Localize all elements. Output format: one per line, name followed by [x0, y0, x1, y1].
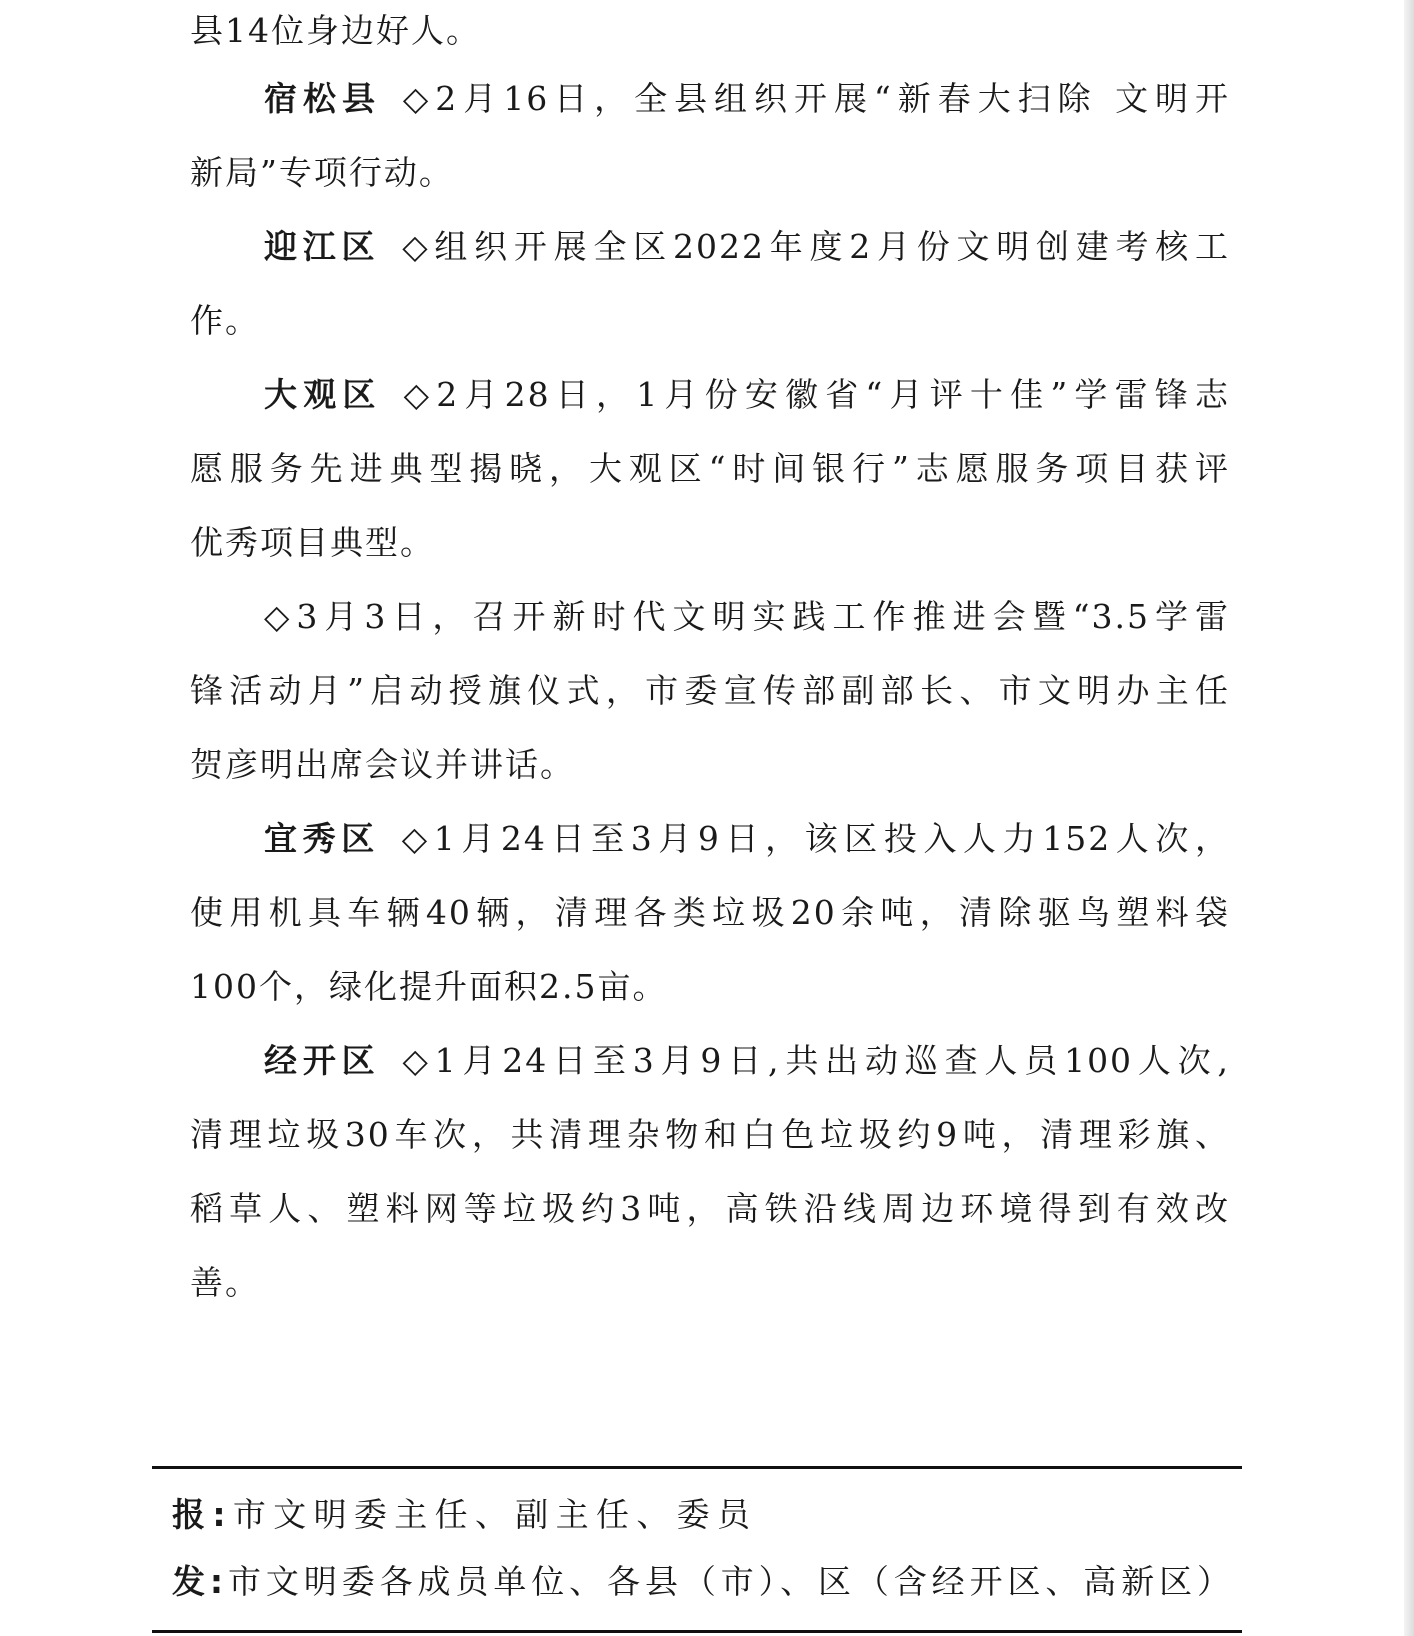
entry-text: ◇2月16日，全县组织开展“新春大扫除 文明开 [402, 79, 1230, 118]
entry-susong [190, 62, 1230, 136]
entry-text: ◇1月24日至3月9日,共出动巡查人员100人次, [402, 1041, 1230, 1080]
entry-text: ◇组织开展全区2022年度2月份文明创建考核工 [402, 227, 1230, 266]
text-line: 稻草人、塑料网等垃圾约3吨，高铁沿线周边环境得到有效改 [190, 1189, 1230, 1228]
entry-text: ◇1月24日至3月9日，该区投入人力152人次， [401, 819, 1230, 858]
send-label: 发: [172, 1562, 226, 1601]
entry-heading: 宿松县 [264, 79, 381, 118]
text-line: 善。 [190, 1263, 260, 1302]
text-line: 优秀项目典型。 [190, 523, 435, 562]
report-text: 市文明委主任、副主任、委员 [227, 1495, 753, 1534]
entry-heading: 迎江区 [264, 227, 381, 266]
footer-report-row [172, 1482, 752, 1548]
footer-top-rule [152, 1466, 1242, 1469]
entry-text: ◇2月28日，1月份安徽省“月评十佳”学雷锋志 [403, 375, 1230, 414]
entry-heading: 宜秀区 [264, 819, 380, 858]
entry-heading: 经开区 [264, 1041, 381, 1080]
text-line: 使用机具车辆40辆，清理各类垃圾20余吨，清除驱鸟塑料袋 [190, 893, 1230, 932]
text-line: 清理垃圾30车次，共清理杂物和白色垃圾约9吨，清理彩旗、 [190, 1115, 1230, 1154]
footer-send-row [172, 1549, 1232, 1615]
text-line: 作。 [190, 301, 260, 340]
entry-daguan [190, 358, 1230, 432]
entry-jingkai [190, 1024, 1230, 1098]
entry-yixiu [190, 802, 1230, 876]
text-line: ◇3月3日，召开新时代文明实践工作推进会暨“3.5学雷 [264, 597, 1230, 636]
text-line: 新局”专项行动。 [190, 153, 454, 192]
send-text: 市文明委各成员单位、各县（市）、区（含经开区、高新区） [225, 1562, 1233, 1601]
entry-heading: 大观区 [264, 375, 382, 414]
text-line: 100个，绿化提升面积2.5亩。 [190, 967, 668, 1006]
text-line: 愿服务先进典型揭晓，大观区“时间银行”志愿服务项目获评 [190, 449, 1230, 488]
entry-yingjiang [190, 210, 1230, 284]
report-label: 报: [172, 1495, 228, 1534]
document-body [190, 0, 1230, 1320]
footer-bottom-rule [152, 1630, 1242, 1633]
text-line: 锋活动月”启动授旗仪式，市委宣传部副部长、市文明办主任 [190, 671, 1230, 710]
page-edge-shadow [1404, 0, 1414, 1636]
text-line: 贺彦明出席会议并讲话。 [190, 745, 575, 784]
text-line: 县14位身边好人。 [190, 11, 481, 50]
